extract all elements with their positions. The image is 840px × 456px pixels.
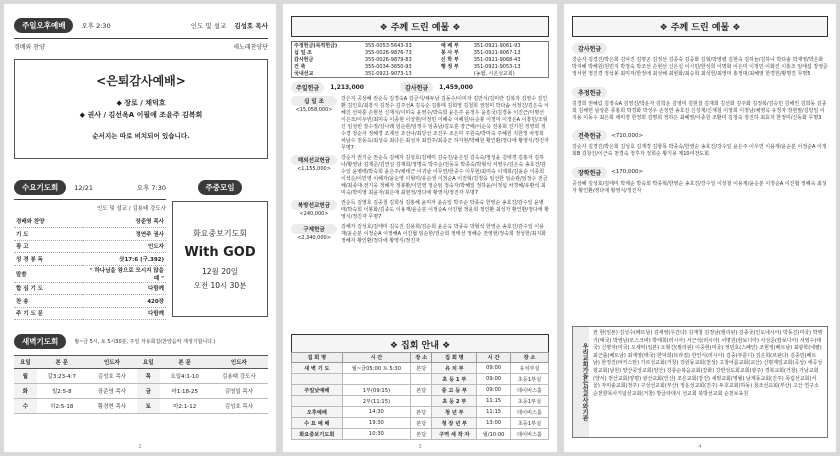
- dawn-cell: 화: [14, 384, 37, 399]
- meeting-cell: [342, 374, 411, 385]
- account-row: [292, 70, 549, 78]
- account-row: [292, 63, 549, 70]
- bulletin-page-2: [4, 4, 276, 452]
- dawn-cell: 히2:5-18: [50, 404, 74, 410]
- wed-item-label: 합 심 기 도: [16, 286, 43, 293]
- offering-title-2: 주께 드린 예물: [670, 23, 730, 33]
- wed-item-value: 삿17:6 (구.392): [119, 256, 164, 263]
- offering-amount: 1,213,000: [330, 84, 364, 91]
- meeting-cell: 데이비스홀: [510, 407, 548, 418]
- wed-item-label: 광 고: [16, 244, 29, 251]
- offering-group: [572, 87, 828, 123]
- offering-names: 강은지 공상혜 권순득 김경숙A 김금식/채두남 김동수/이미자 김만식/김미란 김복자 김영수 김인환 김인호/최흥식 김정수 김주선A 김옥순 김홍태 김희영 김철희 권정미 박다솜 서정진/김은숙 서혜진 선덕훈 손현선 신재식/이미숙 윤영수/박숙희 윤은주 윤정우 윤흥국/김경동 이진근/이명선 이은조/이우빈/최미숙 이종현 이상현/이정민 이혜숙 이혜원/유순봉 이정미 이정은A 이흥민/조형신 임성빈 장수정/김나래 임순관/임정수 임종남/김도훈 장근배/이순옥 전용희 진기원 정영희 정수경 정순자 정혜경 조계선 조선나/최당선 조진우 조은미 주원숙/박미숙 주혜원 지한정 차정희 차남수 천동옥/최성숙 최다은 최성자 최연주/최종군 하자현/박혜원 황인환/정다애 황영식/정진자 무명7: [341, 96, 549, 151]
- offering-group-head: [572, 130, 828, 141]
- wed-item-value: " 하나님을 왕으로 모시지 않을 때 ": [89, 267, 164, 282]
- wed-item-value: 정연주 권사: [135, 231, 164, 238]
- wed-title: 수요기도회: [14, 180, 66, 195]
- dawn-cell: 요일4:1-10: [170, 374, 199, 380]
- offering-title-box: ❖ 주께 드린 예물 ❖: [291, 16, 549, 37]
- offering-group-head: [572, 167, 828, 178]
- account-cell: (농협, 시온성교회): [473, 71, 515, 77]
- account-cell: [439, 70, 472, 78]
- dawn-cell: 금: [137, 384, 160, 399]
- offering-group: [572, 130, 828, 158]
- dawn-header-cell: 본 문: [55, 360, 69, 366]
- dawn-cell: 목: [137, 369, 160, 384]
- meeting-cell: 본당: [411, 429, 432, 440]
- meeting-cell: 유치부실: [510, 363, 548, 374]
- offering-label: 주일헌금: [291, 82, 324, 93]
- meeting-cell: 10:30: [342, 429, 411, 440]
- wed-item-value: 다함께: [148, 311, 164, 318]
- meeting-cell: 본당: [411, 363, 432, 374]
- offering-label: 감사헌금: [572, 43, 607, 54]
- offering-amount: <170,000>: [611, 169, 644, 176]
- dawn-header-cell: 요일: [20, 360, 31, 366]
- meeting-cell: 주일낮예배: [292, 385, 343, 396]
- offering-label: 장학헌금: [572, 167, 607, 178]
- weekly-meeting: [172, 180, 268, 317]
- account-cell: 351-0921-9073-13: [364, 70, 412, 77]
- dawn-cell: 토: [137, 399, 160, 414]
- offering-names: 김해자 김성호/김태미 김옥진 김용희/김순희 윤순옥 박종숙 박형석 한영순 송호진/감수일 이용재/윤순분 이정순A 이정해A 이진협 임순한/전순희 정태선 정혜순 전영현/정숙희 정성헌/최지화 정혜자 황인환/정다애 황영식/정진자: [341, 224, 547, 244]
- sermon-line-1: ◆ 장로 / 채덕호: [116, 99, 166, 107]
- dawn-header-cell: 요일: [142, 360, 154, 366]
- meeting-row: [292, 374, 549, 385]
- meeting-cell: [292, 396, 343, 407]
- meeting-cell: 19:30: [342, 418, 411, 429]
- account-cell: 355-0034-3650-93: [364, 63, 412, 70]
- meeting-header-cell: 장 소: [411, 353, 432, 363]
- afternoon-title: 주일오후예배: [14, 18, 73, 33]
- wed-item-label: 찬 송: [16, 298, 29, 305]
- weekly-line-1: 화요중보기도회: [192, 229, 248, 238]
- offering-row: [291, 155, 549, 197]
- dawn-cell: 마1:18-25: [171, 389, 198, 395]
- dawn-row: [14, 399, 268, 414]
- meeting-row: [292, 385, 549, 396]
- dawn-note: 월~금 5시, 토 5시30분, 주일 자유회집(찬양음악 재생기합니다.): [74, 339, 216, 345]
- dawn-cell: 김영일 목사: [224, 389, 254, 395]
- offering-row-summary: [291, 82, 549, 93]
- offering-names: 강순자 김경진/박은희 김성호 김재경 김항목 박종숙/한영순 송호진/강수일 윤은주 이우연 이용재/윤순분 이정순A 이정희B 김창진/이근숙 천경숙 정후자 정희순 황기용 제10여전도회: [572, 144, 827, 158]
- account-cell: 건 축: [294, 64, 306, 70]
- wed-item-label: 기 도: [16, 231, 29, 238]
- offering-title-box-2: ❖ 주께 드린 예물 ❖: [572, 16, 828, 37]
- account-row: [292, 42, 549, 50]
- meeting-cell: [411, 374, 432, 385]
- wed-item-label: 주 기 도 문: [16, 311, 43, 318]
- meeting-row: [292, 429, 549, 440]
- account-cell: 351-0921-9053-13: [473, 63, 521, 70]
- meeting-cell: 중 고 등 부: [432, 385, 477, 396]
- offering-names: 강순자 김경진/박은희 김덕진 김명곤 김정선 김종숙 김중화 김형/박영렬 김현숙 김하늘/김하나 박다솔 박재영/박은화 박지혜 박해원/원민지 박정숙 박조선 손현선 신은실 이시민/한성희 이명화 이은미 이정민 이화진 이홍조 임태섭 장영준 정서현 정진경 정석봉 최미자/한정애 최성해 최현화/최승희 최석헌/최영미 홍정대/최혜영 한경원/황명진 무명5: [572, 57, 828, 78]
- dawn-cell: 월: [14, 369, 37, 384]
- dawn-header-row: [14, 356, 268, 369]
- meeting-cell: 초등1부실: [510, 396, 548, 407]
- offering-group: [572, 43, 828, 79]
- praise-label: 경배와 찬양: [14, 44, 45, 51]
- wed-row: [14, 295, 166, 308]
- offering-category: [291, 224, 337, 245]
- meeting-cell: 화요중보기도회: [292, 429, 343, 440]
- offering-names: 공상혜 김성호/김태미 박계순 박숙희 박종혁/한영순 송호진/강수일 이상철 이용재/윤순분 이정순A 이진협 정혜숙 최성자 황인환/정다애 황영식/정진자: [572, 180, 827, 194]
- wed-row: [14, 265, 166, 282]
- offering-amount: <1,155,000>: [297, 166, 331, 172]
- weekly-line-3: 12월 20일: [202, 267, 238, 276]
- offering-amount: <15,058,000>: [295, 107, 333, 113]
- wed-item-value: 인도자: [148, 244, 164, 251]
- meeting-header-cell: 시 간: [477, 353, 511, 363]
- meeting-header-cell: 집 회 명: [432, 353, 477, 363]
- dawn-cell: 빌2:5-8: [51, 389, 72, 395]
- meeting-row: [292, 407, 549, 418]
- dawn-cell: 김성호 목사: [97, 374, 127, 380]
- offering-category: [291, 200, 337, 221]
- offering-label: 북방선교헌금: [291, 200, 337, 210]
- afternoon-leader-label: 인도 및 설교: [190, 22, 227, 30]
- wed-time: 오후 7:30: [136, 184, 166, 192]
- offering-category: [291, 155, 337, 197]
- offering-label: 추정헌금: [572, 87, 607, 98]
- offering-groups: [572, 43, 828, 195]
- wed-item-value: 420장: [147, 298, 164, 305]
- mission-box: [572, 326, 828, 438]
- choir-name: 새노래찬양단: [233, 44, 268, 51]
- weekly-line-4: 오전 10시 30분: [193, 281, 247, 290]
- meeting-cell: 14:30: [342, 407, 411, 418]
- offering-group-head: [572, 87, 828, 98]
- meeting-row: [292, 418, 549, 429]
- page-number: 4: [698, 444, 702, 450]
- afternoon-service: [14, 18, 268, 159]
- dawn-cell: 김성호 목사: [224, 404, 254, 410]
- dawn-cell: 황경현 목사: [97, 404, 127, 410]
- meeting-cell: 09:00: [477, 363, 511, 374]
- meeting-cell: [292, 374, 343, 385]
- meeting-cell: 초등1부실: [510, 374, 548, 385]
- account-cell: 예 배 부: [440, 43, 459, 49]
- wed-row: [14, 307, 166, 320]
- offering-amount: <710,000>: [611, 132, 644, 139]
- wed-row: [14, 282, 166, 295]
- offering-label: 해외선교헌금: [291, 155, 337, 165]
- meeting-row: [292, 396, 549, 407]
- meeting-header-cell: 장 소: [510, 353, 548, 363]
- bulletin-page-4: [564, 4, 836, 452]
- offering-label: 구제헌금: [291, 224, 337, 234]
- offering-amount: <240,000>: [299, 211, 329, 217]
- meeting-cell: 11:15: [477, 396, 511, 407]
- account-row: [292, 49, 549, 56]
- meeting-cell: 월/10:00: [477, 429, 511, 440]
- wed-item-value: 다함께: [148, 286, 164, 293]
- account-cell: 봉 사 부: [440, 50, 459, 56]
- account-cell: 국내선교: [294, 71, 314, 77]
- sermon-note: 순서지는 따로 비치되어 있습니다.: [92, 132, 190, 140]
- meeting-cell: 본당: [411, 385, 432, 396]
- dawn-cell: 수: [14, 399, 37, 414]
- offering-label: 십 일 조: [291, 96, 337, 106]
- bulletin-page-3: [283, 4, 557, 452]
- offering-names: 권순득 김영호 김종철 김희성 김홍혜 윤미자 윤승일 박주순 박종숙 한영순 송호진/감수일 윤병태/박숙희 이봉화/김종도 이용재/윤순분 이정순A 이진협 정윤희 정인환 최성자 황인환/정다애 황영식/정진자 무명7: [341, 200, 550, 220]
- dawn-table: [14, 355, 268, 414]
- account-cell: 351-0921-9061-93: [473, 42, 521, 49]
- meeting-header-row: [292, 353, 549, 363]
- afternoon-time: 오후 2:30: [81, 22, 111, 30]
- meeting-cell: 수 요 예 배: [292, 418, 343, 429]
- meeting-cell: 11:15: [477, 407, 511, 418]
- offering-row: [291, 200, 549, 221]
- account-cell: 행 정 부: [440, 64, 459, 70]
- meeting-title-box: ❖ 집회 안내 ❖: [291, 334, 549, 355]
- sermon-line-2: ◆ 권사 / 김선옥A 이필애 조윤주 김복희: [79, 111, 203, 119]
- mission-label: 우리교회가돕는선교사와기관: [573, 327, 589, 437]
- meeting-cell: 새 벽 기 도: [292, 363, 343, 374]
- sermon-box: [14, 59, 268, 159]
- meeting-cell: 초 등 2 부: [432, 396, 477, 407]
- wed-date: 12/21: [74, 183, 93, 192]
- dawn-row: [14, 369, 268, 384]
- meeting-cell: 유 치 부: [432, 363, 477, 374]
- wed-item-label: 말씀: [16, 271, 27, 278]
- weekly-line-2: With GOD: [184, 245, 256, 260]
- offering-title: 주께 드린 예물: [390, 23, 450, 33]
- meeting-cell: 구역 세 작 자: [432, 429, 477, 440]
- meeting-cell: 초등1부실: [510, 418, 548, 429]
- offering-amount: <2,340,000>: [297, 235, 331, 241]
- meeting-cell: 2부(11:15): [342, 396, 411, 407]
- wed-row: [14, 240, 166, 253]
- dawn-header-cell: 인도자: [230, 360, 247, 366]
- wed-row: [14, 228, 166, 241]
- account-cell: 신 학 부: [440, 57, 459, 63]
- meeting-cell: 13:00: [477, 418, 511, 429]
- meeting-cell: 데이비스홀: [510, 429, 548, 440]
- offering-group: [572, 167, 828, 195]
- dawn-cell: 갈3:23-4:7: [47, 374, 77, 380]
- dawn-title: 새벽기도회: [14, 334, 66, 349]
- meeting-header-cell: 집 회 명: [292, 353, 343, 363]
- wed-item-label: 성 경 봉 독: [16, 256, 43, 263]
- account-table: [291, 41, 549, 78]
- offering-category: [291, 96, 337, 152]
- account-cell: 355-0053-5643-33: [364, 42, 412, 49]
- mission-text: 권 현(일본) 김성수(베트남) 김세영(우간다) 김재청 김정남(필리핀) 김종국(인도네시아) 박동진(미국) 박명기(태국) 박영남(모스크바) 박태희(러시아) 서근석(러시아) 서명원(캄보디아) 서성준(캄보디아) 서영수(태국) 신명자(미국) 오세익(일본) 오형건(필리핀) 이중현(미국) 정민호(스페인) 조현정(베트남) 최광학(네팔) 최근출(베트남) 최재영(태국) 한덕희(브라질) 한인식(러시아) 김중(부룬디) 김은희(르완다) 김종민(베트남) 한정진(파키스탄) 가르성교회(거창) 강원동교회(천성) 고창어름교회(교산) 신평제일교회(곡성) 세곡성광교회(남원) 양산중앙교회(양산) 강릉순복음교회(강화) 강반성도회교회(광주) 경북교회(거창) 가남교회(양서) 천산교회(양평) 광산교회(인산) 조은교회(강진) 새벗교회(영월) 남제동교회(진주) 목림선교회(서울) 자미솔교회(정주) 구성선교회(부산) 정운성교회(진주) 두호교회(하동) 창조선교회(부산) 고산 연구소 순천향목사기념선교회(거창) 방글라데시 선교회 북방선교회 순천보육원: [593, 330, 823, 397]
- offering-group-head: [572, 43, 828, 54]
- meeting-cell: 데이비스홀: [510, 385, 548, 396]
- dawn-header-cell: 인도자: [103, 360, 120, 366]
- account-cell: 351-0921-9068-43: [473, 56, 521, 63]
- meeting-cell: 청 년 부: [432, 407, 477, 418]
- meeting-table: [291, 352, 549, 440]
- meeting-row: [292, 363, 549, 374]
- wed-order-table: [14, 215, 166, 320]
- offering-amount-2: 1,459,000: [439, 84, 473, 91]
- account-cell: 감사헌금: [294, 57, 314, 63]
- account-cell: 355-0026-9879-83: [364, 56, 412, 63]
- meeting-cell: 월~금05:00 토 5:30: [342, 363, 411, 374]
- wednesday-service: [14, 180, 166, 320]
- meeting-cell: 본당: [411, 407, 432, 418]
- offering-label-2: 감사헌금: [400, 82, 433, 93]
- account-row: [292, 56, 549, 63]
- dawn-row: [14, 384, 268, 399]
- dawn-header-cell: 본 문: [178, 360, 191, 366]
- sermon-title: <은퇴감사예배>: [96, 74, 186, 88]
- page-number: 2: [138, 444, 142, 450]
- wed-sub: 인도 및 설교 / 김용태 강도사: [96, 206, 166, 212]
- dawn-prayer: [14, 334, 268, 414]
- wed-row: [14, 253, 166, 266]
- offering-names: 김경희 권혜림 김정숙A 김영진/박운자 김학운 김영미 김현철 김재희 김선화 김주화 김정복/김승민 김해린 김희동 김종희 김해헌 남상훈 류홍희 박경화 박성우 손정연 송호진 신성재/신재철 이정희 이정남/채영옥 유정자 장현필/김양일 이지용 이동수 최은희 채미경 한정희 김명희 정하은 최혜영/이종원 조환미 김청숙 정진하 최효자 한정미/신동화 무명3: [572, 100, 827, 122]
- account-cell: 355-0026-9876-73: [364, 49, 412, 56]
- meeting-cell: 오후예배: [292, 407, 343, 418]
- offering-label: 건축헌금: [572, 130, 607, 141]
- meeting-cell: 09:00: [477, 374, 511, 385]
- offering-list: [291, 82, 549, 245]
- meeting-cell: 본당: [411, 418, 432, 429]
- weekly-box: [172, 201, 268, 317]
- account-cell: 주정헌금(목적헌금): [294, 43, 338, 49]
- dawn-cell: 마2:1-12: [173, 404, 197, 410]
- account-cell: 십 일 조: [294, 50, 312, 56]
- weekly-title: 주중모임: [198, 180, 243, 195]
- dawn-cell: 김용태 강도사: [222, 374, 256, 380]
- account-cell: 351-0921-9067-13: [473, 49, 521, 56]
- offering-row: [291, 224, 549, 245]
- meeting-cell: [411, 396, 432, 407]
- wed-row: [14, 215, 166, 228]
- meeting-cell: 09:00: [477, 385, 511, 396]
- dawn-cell: 장준영 목사: [97, 389, 127, 395]
- meeting-title: 집회 안내: [401, 341, 439, 351]
- page-number: 3: [418, 444, 422, 450]
- offering-row: [291, 96, 549, 152]
- afternoon-pastor: 김성호 목사: [234, 22, 268, 30]
- wed-item-label: 경배와 찬양: [16, 219, 45, 225]
- meeting-cell: 1부(09:15): [342, 385, 411, 396]
- offering-names: 강순자 권기순 권순득 김해자 김성호/김태미 김숙진/윤은일 김옥숙/정성윤 김태경 김홍자 김하나/황영남 김재준/김연실 김재희/정명숙 박주순/전동욱 박종숙/박형석 서영우/김은숙 송호진/감수일 윤병태/박숙희 윤은주/채태근 이귀남 이무연/한중수 이무현/최미숙 이재희/김윤순 이종희 이석순/이민영 이혜자/윤순영 이형미/유순생 이정순A 이진혁/김정웅 임선한 임순관/임정수 전금해/최종대 전기웅 정혜자 정봉환/이민영 정순임 정숙자/박혜일 정하윤/이정섭 차경혜/유환석 최미숙/박미영 최윤자/최은애 최현정/정다애 황영식/정진자 무명7: [341, 155, 548, 196]
- wed-item-value: 장준영 목사: [135, 219, 164, 225]
- meeting-cell: 청 장 년 부: [432, 418, 477, 429]
- meeting-header-cell: 시 간: [342, 353, 411, 363]
- meeting-cell: 초 등 1 부: [432, 374, 477, 385]
